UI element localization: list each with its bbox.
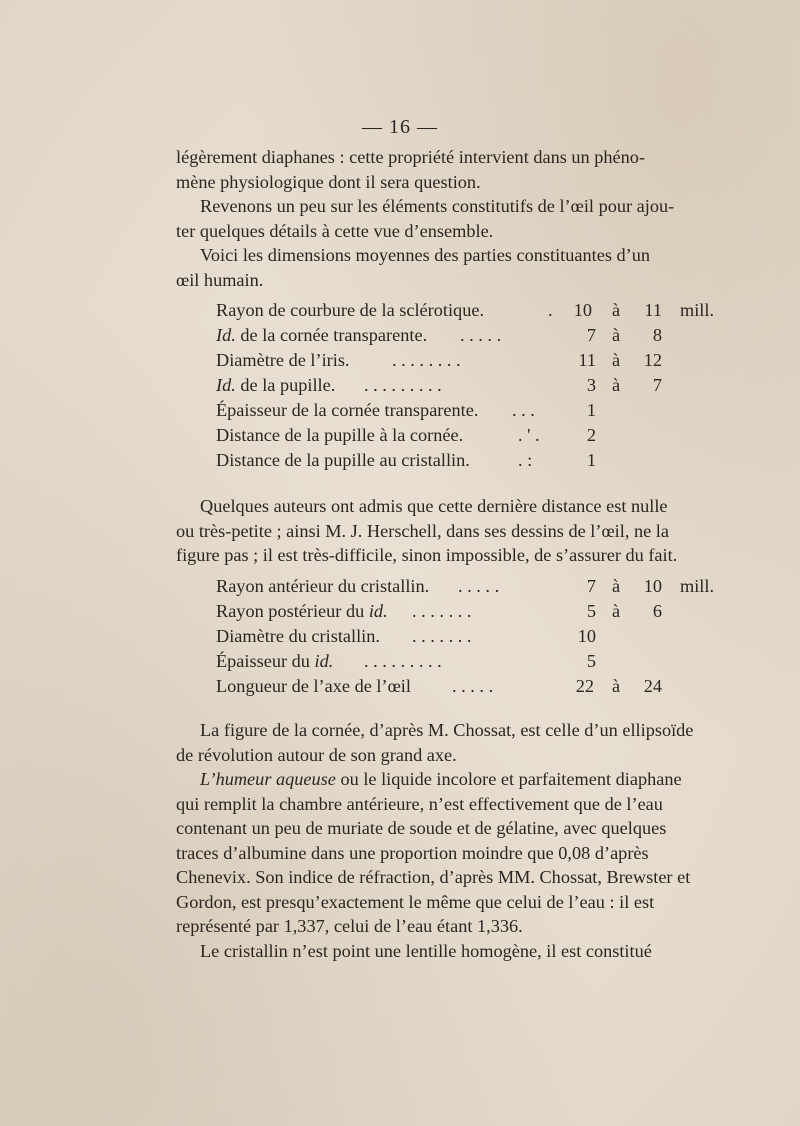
row-value-min: 3 [586, 375, 596, 395]
row-dots: . ' . [518, 425, 540, 445]
para3-line2: œil humain. [176, 269, 264, 290]
para6-line1-rest: ou le liquide incolore et parfaitement diaphane [335, 769, 682, 789]
para1-line1: légèrement diaphanes : cette propriété intervient dans un phéno- [176, 147, 646, 167]
row-value-min: 5 [586, 651, 596, 671]
row-dots: . . . . . . . [412, 601, 472, 621]
para4-line3: figure pas ; il est très-difficile, sinon impossible, de s’assurer du fait. [176, 545, 678, 565]
row-label: de la pupille. [235, 375, 336, 395]
row-label-italic: Id. [216, 325, 236, 345]
row-to: à [612, 300, 621, 320]
para6-line7: représenté par 1,337, celui de l’eau étant 1,336. [176, 916, 523, 936]
row-label: Épaisseur du [216, 651, 315, 671]
row-value-min: 11 [578, 350, 596, 370]
para4-line2: ou très-petite ; ainsi M. J. Herschell, dans ses dessins de l’œil, ne la [176, 520, 669, 541]
row-value-max: 24 [643, 676, 662, 696]
row-label: Distance de la pupille à la cornée. [216, 425, 464, 445]
row-dots: . . . . . . . [412, 626, 472, 646]
row-dots: . . . . . [452, 676, 494, 696]
para2-line1: Revenons un peu sur les éléments constitutifs de l’œil pour ajou- [200, 196, 675, 216]
para6-line3: contenant un peu de muriate de soude et de gélatine, avec quelques [176, 818, 667, 838]
row-to: à [612, 601, 621, 621]
para2-line2: ter quelques détails à cette vue d’ensemble. [176, 220, 494, 241]
closing-paragraphs [176, 718, 719, 963]
row-to: à [612, 576, 621, 596]
row-dots: . : [518, 450, 533, 470]
para6-italic: L’humeur aqueuse [200, 769, 336, 789]
para4-line1: Quelques auteurs ont admis que cette dernière distance est nulle [200, 496, 668, 516]
row-value-max: 7 [652, 375, 662, 395]
para3-line1: Voici les dimensions moyennes des parties constituantes d’un [200, 245, 651, 265]
row-dots: . . . [512, 400, 535, 420]
row-label: Diamètre du cristallin. [216, 626, 380, 646]
row-value-max: 11 [644, 300, 662, 320]
row-value-min: 10 [577, 626, 596, 646]
row-dots: . . . . . [460, 325, 502, 345]
row-to: à [612, 375, 621, 395]
para1-line2: mène physiologique dont il sera question. [176, 171, 481, 192]
row-value-min: 7 [586, 325, 596, 345]
row-value-max: 10 [643, 576, 662, 596]
row-label-italic: Id. [216, 375, 236, 395]
row-label: Épaisseur de la cornée transparente. [216, 400, 479, 420]
row-value-min: 1 [586, 450, 596, 470]
row-value-min: 22 [575, 676, 594, 696]
row-value-min: 10 [573, 300, 592, 320]
para6-line4: traces d’albumine dans une proportion moindre que 0,08 d’après [176, 842, 649, 863]
row-dots: . . . . . . . . [392, 350, 461, 370]
row-dots: . . . . . [458, 576, 500, 596]
row-label: Longueur de l’axe de l’œil [216, 676, 411, 696]
row-dots: . [548, 300, 553, 320]
row-label: Distance de la pupille au cristallin. [216, 450, 470, 470]
row-label: Rayon postérieur du [216, 601, 369, 621]
row-dots: . . . . . . . . . [364, 651, 442, 671]
para5-line1: La figure de la cornée, d’après M. Chossat, est celle d’un ellipsoïde [200, 720, 694, 740]
row-label: de la cornée transparente. [235, 325, 428, 345]
row-value-max: 12 [643, 350, 662, 370]
row-value-min: 1 [586, 400, 596, 420]
row-to: à [612, 325, 621, 345]
row-value-min: 2 [586, 425, 596, 445]
row-dots: . . . . . . . . . [364, 375, 442, 395]
paragraph-herschell [176, 494, 719, 568]
page-number: — 16 — [362, 116, 438, 138]
row-label: Diamètre de l’iris. [216, 350, 350, 370]
para6-line5: Chenevix. Son indice de réfraction, d’après MM. Chossat, Brewster et [176, 867, 691, 887]
row-unit: mill. [680, 300, 715, 320]
para6-line6: Gordon, est presqu’exactement le même que celui de l’eau : il est [176, 891, 655, 912]
intro-paragraphs [176, 145, 719, 292]
row-value-min: 5 [586, 601, 596, 621]
row-label-italic: id. [314, 651, 334, 671]
row-label-italic: id. [368, 601, 388, 621]
para6-line1 [176, 767, 719, 792]
row-unit: mill. [680, 576, 715, 596]
row-value-max: 6 [652, 601, 662, 621]
para7-line1: Le cristallin n’est point une lentille homogène, il est constitué [200, 940, 652, 961]
row-label: Rayon de courbure de la sclérotique. [216, 300, 485, 320]
row-value-min: 7 [586, 576, 596, 596]
para6-line2: qui remplit la chambre antérieure, n’est effectivement que de l’eau [176, 793, 663, 814]
row-to: à [612, 676, 621, 696]
para5-line2: de révolution autour de son grand axe. [176, 744, 457, 765]
row-label: Rayon antérieur du cristallin. [216, 576, 430, 596]
row-value-max: 8 [652, 325, 662, 345]
row-to: à [612, 350, 621, 370]
